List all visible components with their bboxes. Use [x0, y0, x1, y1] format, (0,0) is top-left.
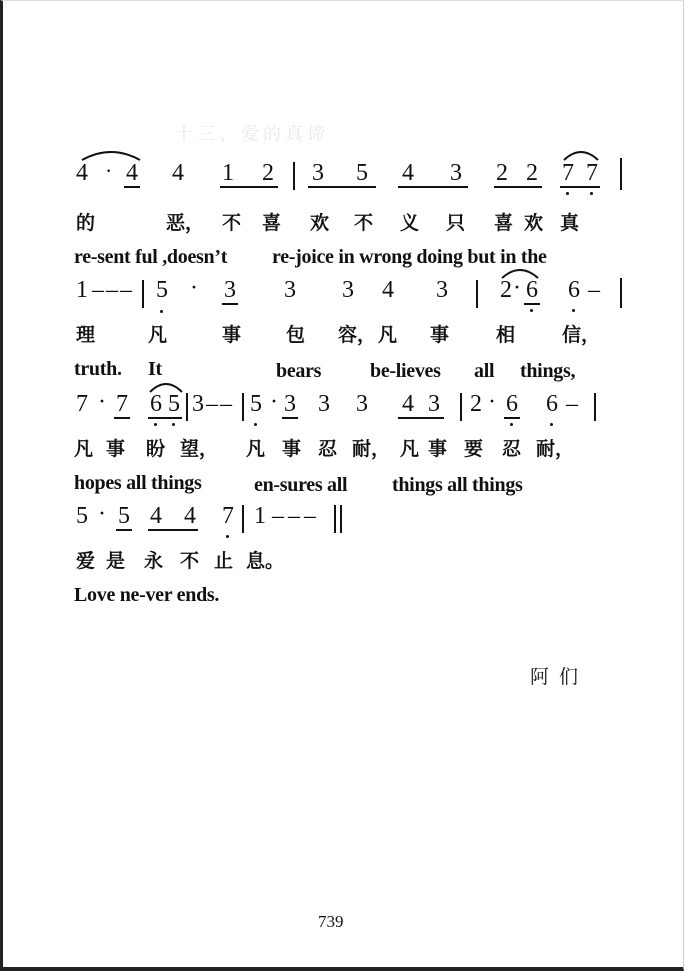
- lyric-cn: 喜: [262, 212, 282, 234]
- underline: [524, 303, 540, 305]
- lyric-en: hopes all things: [74, 472, 202, 494]
- note: 3: [312, 160, 324, 186]
- low-octave-dot: [172, 423, 175, 426]
- dot: ·: [270, 389, 278, 415]
- lyric-cn: 凡: [378, 324, 398, 346]
- low-octave-dot: [510, 423, 513, 426]
- low-octave-dot: [530, 309, 533, 312]
- note: 2: [496, 160, 508, 186]
- note: 6: [546, 391, 558, 417]
- note: 7: [562, 160, 574, 186]
- dot: ·: [513, 275, 521, 301]
- note: 7: [76, 391, 88, 417]
- note: 1: [254, 503, 266, 529]
- note: 3: [284, 277, 296, 303]
- underline: [114, 417, 130, 419]
- lyric-cn: 息。: [246, 550, 285, 572]
- note: 1: [76, 277, 88, 303]
- bar-line: [293, 162, 295, 190]
- dot: ·: [105, 158, 113, 183]
- bar-line: [620, 158, 622, 190]
- lyric-cn: 耐，: [352, 438, 391, 460]
- lyric-en: re-sent ful ,doesn’t: [74, 246, 228, 268]
- page-number: 739: [318, 912, 344, 931]
- lyric-cn: 耐，: [536, 438, 575, 460]
- dot: ·: [98, 389, 106, 415]
- underline: [308, 186, 376, 188]
- note: 6: [568, 277, 580, 303]
- bar-line: [594, 393, 596, 421]
- dot: ·: [98, 501, 106, 527]
- note: 2: [526, 160, 538, 186]
- underline: [398, 417, 444, 419]
- dash: –: [120, 277, 132, 303]
- note: 4: [76, 160, 88, 186]
- lyric-cn: 不: [180, 550, 200, 572]
- bar-line: [242, 505, 244, 533]
- low-octave-dot: [226, 535, 229, 538]
- lyric-cn: 信，: [562, 324, 601, 346]
- slur-arc: [500, 266, 540, 280]
- lyric-cn: 包: [286, 324, 306, 346]
- lyric-cn: 忍: [318, 438, 338, 460]
- note: 3: [428, 391, 440, 417]
- lyric-cn: 义: [400, 212, 420, 234]
- lyric-en: things all things: [392, 474, 523, 496]
- dash: –: [288, 503, 300, 529]
- lyric-cn: 事: [282, 438, 302, 460]
- note: 3: [450, 160, 462, 186]
- note: 3: [356, 391, 368, 417]
- note: 3: [284, 391, 296, 417]
- note: 3: [318, 391, 330, 417]
- note: 3: [192, 391, 204, 417]
- lyric-cn: 凡: [74, 438, 94, 460]
- note: 3: [224, 277, 236, 303]
- lyric-cn: 不: [222, 212, 242, 234]
- low-octave-dot: [154, 423, 157, 426]
- low-octave-dot: [566, 192, 569, 195]
- slur-arc: [80, 148, 142, 162]
- bar-line: [242, 393, 244, 421]
- note: 1: [222, 160, 234, 186]
- underline: [124, 186, 140, 188]
- dash: –: [106, 277, 118, 303]
- underline: [222, 303, 238, 305]
- lyric-en: be-lieves: [370, 360, 441, 382]
- lyric-cn: 的: [76, 212, 96, 234]
- final-bar-line: [334, 505, 336, 533]
- low-octave-dot: [590, 192, 593, 195]
- lyric-cn: 相: [496, 324, 516, 346]
- slur-arc: [148, 380, 184, 394]
- dash: –: [92, 277, 104, 303]
- lyric-en: It: [148, 358, 162, 380]
- lyric-cn: 永: [144, 550, 164, 572]
- note: 7: [116, 391, 128, 417]
- dash: –: [206, 391, 218, 417]
- lyric-cn: 喜: [494, 212, 514, 234]
- low-octave-dot: [160, 310, 163, 313]
- bar-line: [460, 393, 462, 421]
- lyric-en: Love ne-ver ends.: [74, 584, 220, 606]
- lyric-en: truth.: [74, 358, 122, 380]
- dash: –: [272, 503, 284, 529]
- lyric-cn: 欢: [524, 212, 544, 234]
- note: 5: [156, 277, 168, 303]
- note: 5: [168, 391, 180, 417]
- lyric-cn: 凡: [246, 438, 266, 460]
- lyric-cn: 盼: [146, 438, 166, 460]
- lyric-cn: 忍: [502, 438, 522, 460]
- bar-line: [142, 280, 144, 308]
- lyric-cn: 真: [560, 212, 580, 234]
- final-bar-line: [340, 505, 342, 533]
- underline: [494, 186, 542, 188]
- note: 2: [262, 160, 274, 186]
- dot: ·: [488, 389, 496, 415]
- dash: –: [588, 277, 600, 303]
- low-octave-dot: [572, 309, 575, 312]
- dash: –: [304, 503, 316, 529]
- bar-line: [476, 280, 478, 308]
- lyric-en: things,: [520, 360, 576, 382]
- underline: [116, 529, 132, 531]
- note: 3: [436, 277, 448, 303]
- amen-text: 阿们: [530, 666, 589, 688]
- lyric-cn: 望，: [180, 438, 219, 460]
- lyric-cn: 止: [214, 550, 234, 572]
- note: 4: [402, 391, 414, 417]
- lyric-cn: 恶，: [166, 212, 205, 234]
- underline: [148, 417, 182, 419]
- note: 5: [356, 160, 368, 186]
- lyric-cn: 只: [446, 212, 466, 234]
- note: 4: [402, 160, 414, 186]
- lyric-cn: 事: [428, 438, 448, 460]
- note: 4: [126, 160, 138, 186]
- note: 4: [172, 160, 184, 186]
- lyric-cn: 凡: [400, 438, 420, 460]
- lyric-cn: 事: [222, 324, 242, 346]
- lyric-cn: 是: [106, 550, 126, 572]
- note: 5: [76, 503, 88, 529]
- underline: [220, 186, 278, 188]
- underline: [560, 186, 600, 188]
- note: 6: [506, 391, 518, 417]
- dash: –: [220, 391, 232, 417]
- lyric-cn: 爱: [76, 550, 96, 572]
- note: 7: [586, 160, 598, 186]
- underline: [148, 529, 198, 531]
- lyric-cn: 事: [430, 324, 450, 346]
- lyric-cn: 容，: [338, 324, 377, 346]
- low-octave-dot: [254, 423, 257, 426]
- note: 3: [342, 277, 354, 303]
- lyric-en: all: [474, 360, 495, 382]
- dot: ·: [190, 275, 198, 301]
- note: 2: [500, 277, 512, 303]
- lyric-cn: 事: [106, 438, 126, 460]
- bar-line: [620, 278, 622, 308]
- lyric-en: bears: [276, 360, 322, 382]
- note: 6: [526, 277, 538, 303]
- dash: –: [566, 391, 578, 417]
- lyric-cn: 不: [354, 212, 374, 234]
- underline: [282, 417, 298, 419]
- lyric-en: en-sures all: [254, 474, 348, 496]
- lyric-cn: 凡: [148, 324, 168, 346]
- faded-heading: 十三、爱的真谛: [175, 124, 329, 145]
- note: 4: [382, 277, 394, 303]
- note: 4: [184, 503, 196, 529]
- note: 5: [118, 503, 130, 529]
- note: 5: [250, 391, 262, 417]
- note: 7: [222, 503, 234, 529]
- lyric-cn: 要: [464, 438, 484, 460]
- underline: [398, 186, 468, 188]
- slur-arc: [562, 148, 600, 162]
- lyric-en: re-joice in wrong doing but in the: [272, 246, 547, 268]
- low-octave-dot: [550, 423, 553, 426]
- underline: [504, 417, 520, 419]
- note: 6: [150, 391, 162, 417]
- lyric-cn: 欢: [310, 212, 330, 234]
- bar-line: [186, 393, 188, 421]
- lyric-cn: 理: [76, 324, 96, 346]
- note: 2: [470, 391, 482, 417]
- note: 4: [150, 503, 162, 529]
